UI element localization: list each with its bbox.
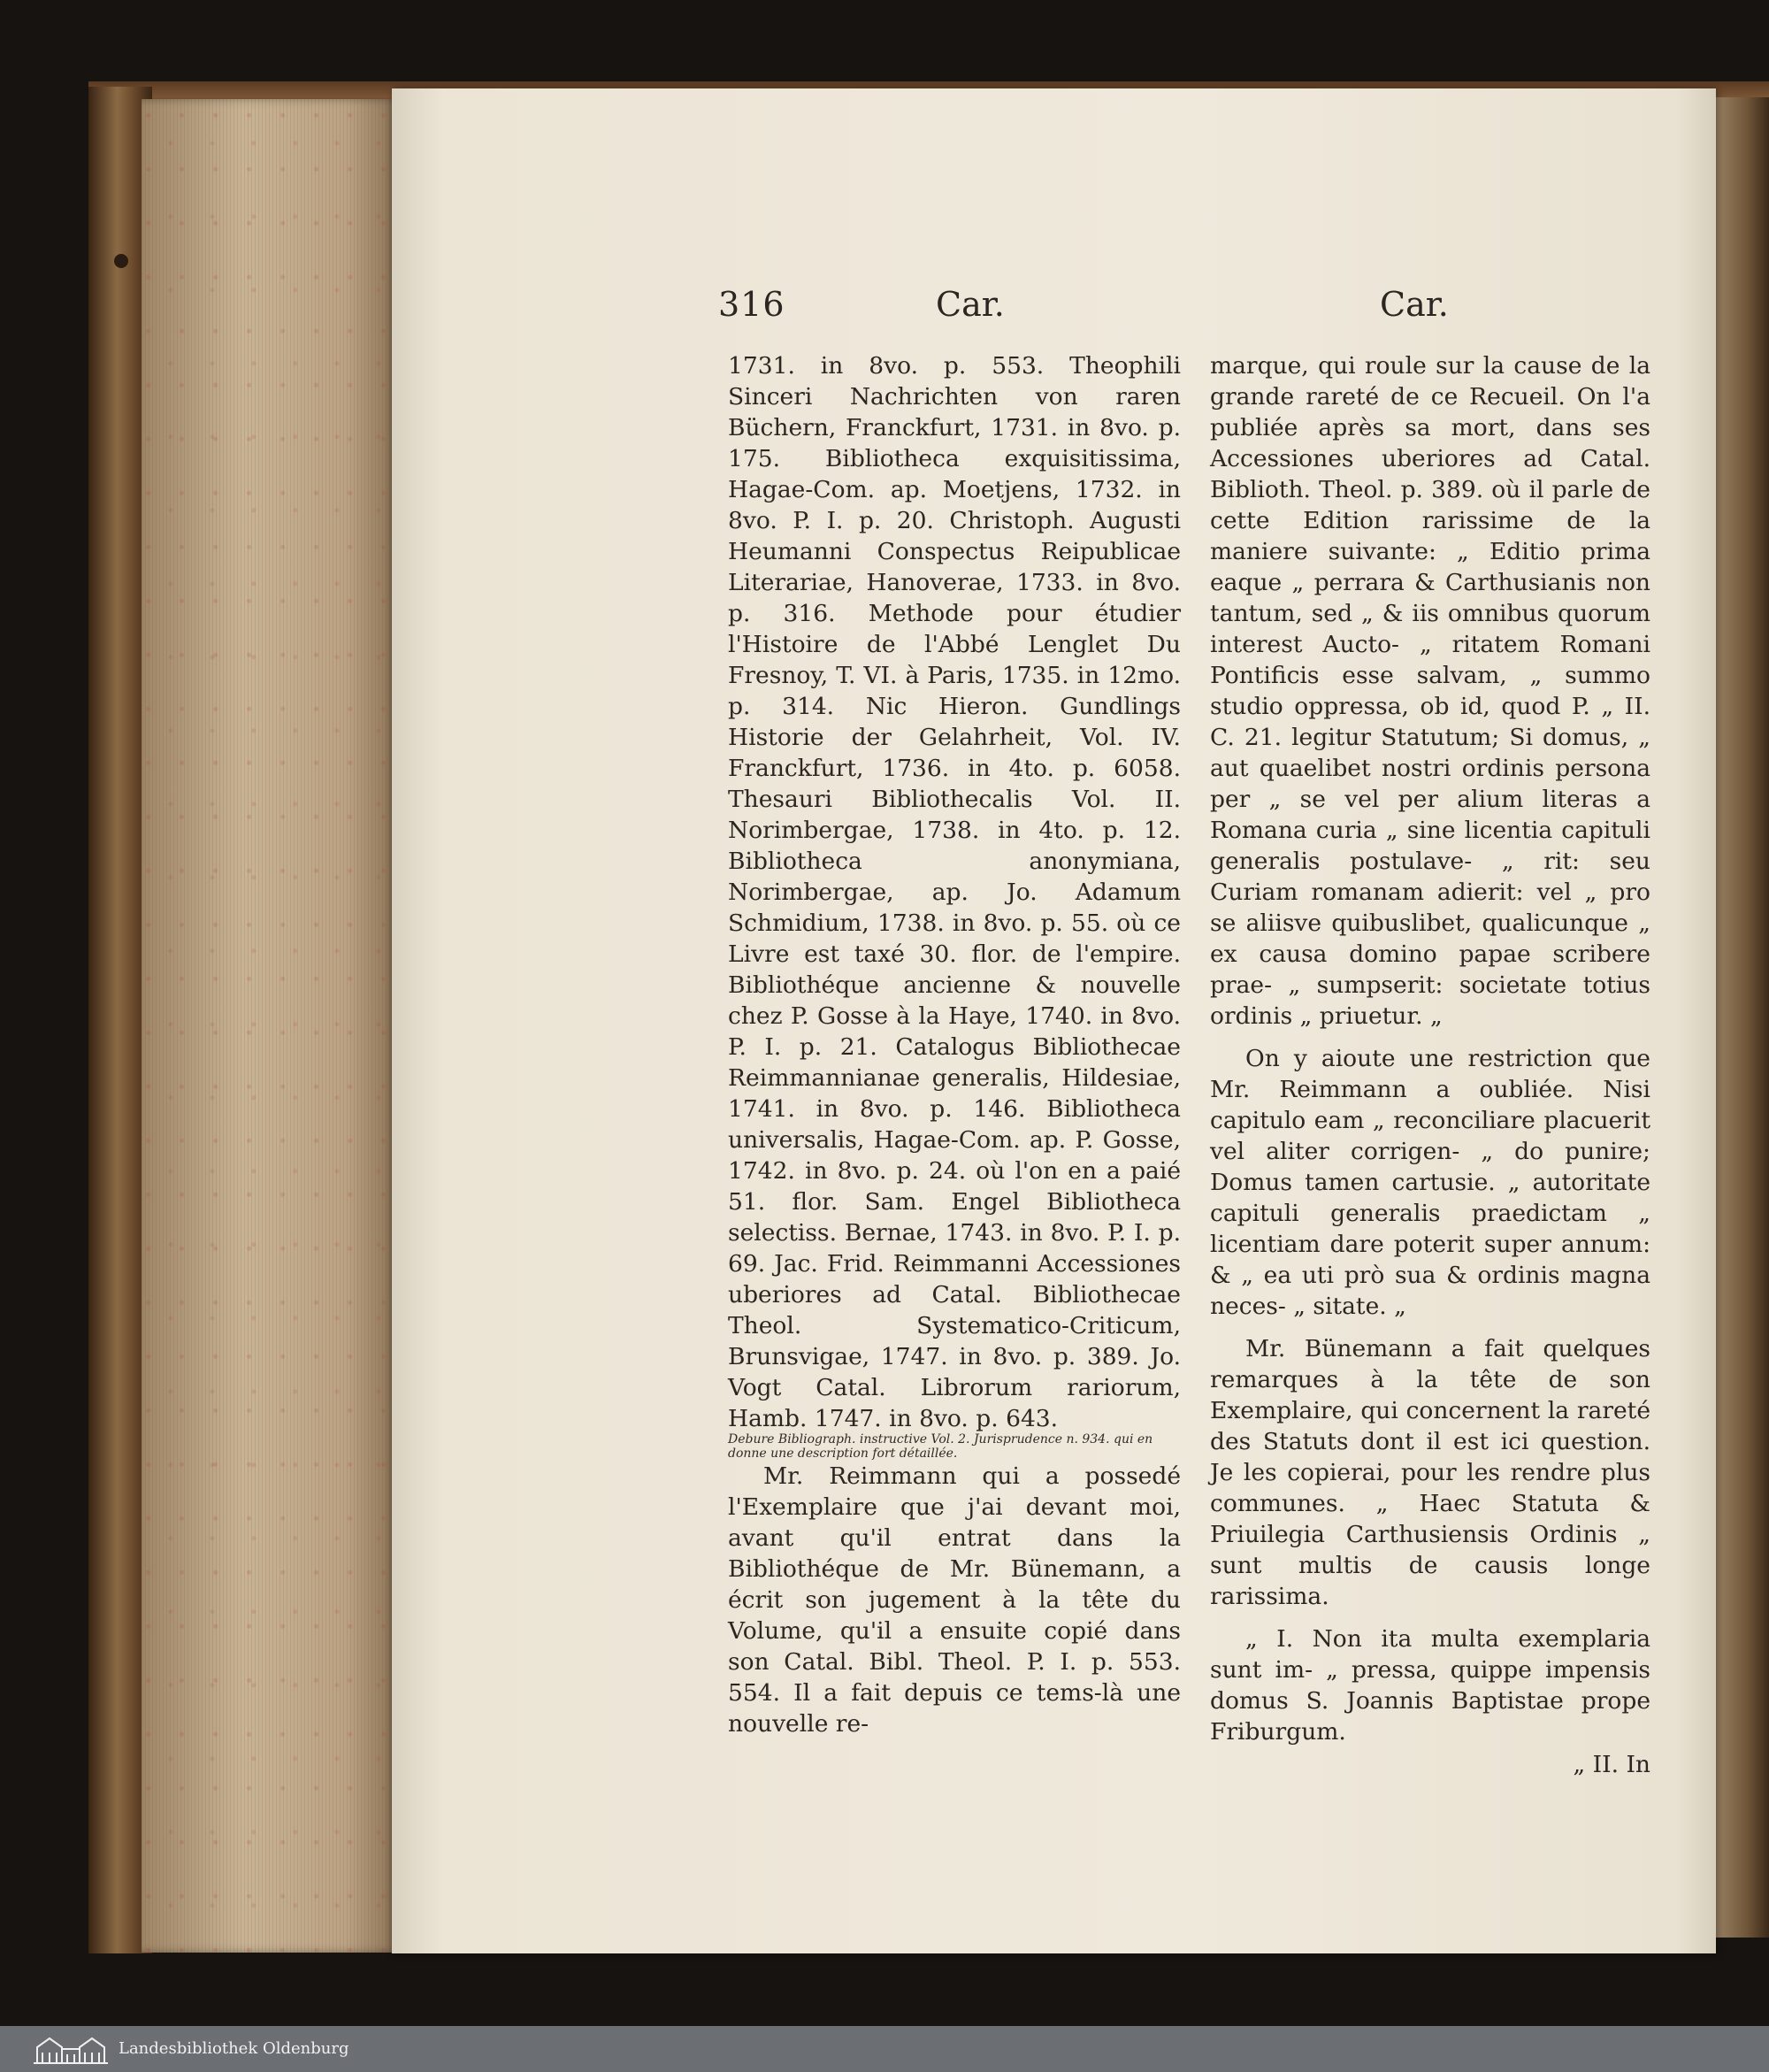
handwritten-note: Debure Bibliograph. instructive Vol. 2. Jurisprudence n. 934. qui en donne une description fort détaillée. <box>728 1432 1153 1461</box>
body-paragraph: „ I. Non ita multa exemplaria sunt im- „ pressa, quippe impensis domus S. Joannis Baptistae prope Friburgum. <box>1210 1625 1650 1746</box>
bibliography-paragraph: 1731. in 8vo. p. 553. Theophili Sinceri Nachrichten von raren Büchern, Franckfurt, 1731. in 8vo. p. 175. Bibliotheca exquisitissima, Hagae-Com. ap. Moetjens, 1732. in 8vo. P. I. p. 20. Christoph. Augusti Heumanni Conspectus Reipublicae Literariae, Hanoverae, 1733. in 8vo. p. 316. Methode pour étudier l'Histoire de l'Abbé Lenglet Du Fresnoy, T. VI. à Paris, 1735. in 12mo. p. 314. Nic Hieron. Gundlings Historie der Gelahrheit, Vol. IV. Franckfurt, 1736. in 4to. p. 6058. Thesauri Bibliothecalis Vol. II. Norimbergae, 1738. in 4to. p. 12. Bibliotheca anonymiana, Norimbergae, ap. Jo. Adamum Schmidium, 1738. in 8vo. p. 55. où ce Livre est taxé 30. flor. de l'empire. Bibliothéque ancienne & nouvelle chez P. Gosse à la Haye, 1740. in 8vo. P. I. p. 21. Catalogus Bibliothecae Reimmannianae generalis, Hildesiae, 1741. in 8vo. p. 146. Bibliotheca universalis, Hagae-Com. ap. P. Gosse, 1742. in 8vo. p. 24. où l'on en a paié 51. flor. Sam. Engel Bibliotheca selectiss. Bernae, 1743. in 8vo. P. I. p. 69. Jac. Frid. Reimmanni Accessiones uberiores ad Catal. Bibliothecae Theol. Systematico-Criticum, Brunsvigae, 1747. in 8vo. p. 389. Jo. Vogt Catal. Librorum rariorum, Hamb. 1747. in 8vo. p. 643. <box>728 352 1181 1432</box>
running-header-right: Car. <box>1380 285 1449 324</box>
running-header-left: Car. <box>936 285 1005 324</box>
body-paragraph: marque, qui roule sur la cause de la grande rareté de ce Recueil. On l'a publiée après sa mort, dans ses Accessiones uberiores ad Catal. Biblioth. Theol. p. 389. où il parle de cette Edition rarissime de la maniere suivante: „ Editio prima eaque „ perrara & Carthusianis non tantum, sed „ & iis omnibus quorum interest Aucto- „ ritatem Romani Pontificis esse salvam, „ summo studio oppressa, ob id, quod P. „ II. C. 21. legitur Statutum; Si domus, „ aut quaelibet nostri ordinis persona per „ se vel per alium literas a Romana curia „ sine licentia capituli generalis postulave- „ rit: seu Curiam romanam adierit: vel „ pro se aliisve quibuslibet, qualicunque „ ex causa domino papae scribere prae- „ sumpserit: societate totius ordinis „ priuetur. „ <box>1210 352 1650 1030</box>
body-paragraph: Mr. Reimmann qui a possedé l'Exemplaire que j'ai devant moi, avant qu'il entrat dans la Bibliothéque de Mr. Bünemann, a écrit son jugement à la tête du Volume, qu'il a ensuite copié dans son Catal. Bibl. Theol. P. I. p. 553. 554. Il a fait depuis ce tems-là une nouvelle re- <box>728 1462 1181 1738</box>
library-name: Landesbibliothek Oldenburg <box>119 2039 349 2058</box>
footer-bar <box>0 2026 1769 2072</box>
body-paragraph: On y aioute une restriction que Mr. Reimmann a oubliée. Nisi capitulo eam „ reconciliare placuerit vel aliter corrigen- „ do punire; Domus tamen cartusie. „ autoritate capituli generalis praedictam „ licentiam dare poterit super annum: & „ ea uti prò sua & ordinis magna neces- „ sitate. „ <box>1210 1045 1650 1320</box>
page-number: 316 <box>718 285 785 324</box>
facing-page-edge <box>1716 97 1769 1938</box>
binding-nail-icon <box>114 254 128 268</box>
page-edges <box>142 99 398 1953</box>
left-column <box>728 350 1181 1739</box>
right-column <box>1210 350 1650 1780</box>
catchword: „ II. In <box>1573 1751 1650 1778</box>
body-paragraph: Mr. Bünemann a fait quelques remarques à la tête de son Exemplaire, qui concernent la rareté des Statuts dont il est ici question. Je les copierai, pour les rendre plus communes. „ Haec Statuta & Priuilegia Carthusiensis Ordinis „ sunt multis de causis longe rarissima. <box>1210 1335 1650 1610</box>
library-building-icon <box>30 2033 111 2065</box>
